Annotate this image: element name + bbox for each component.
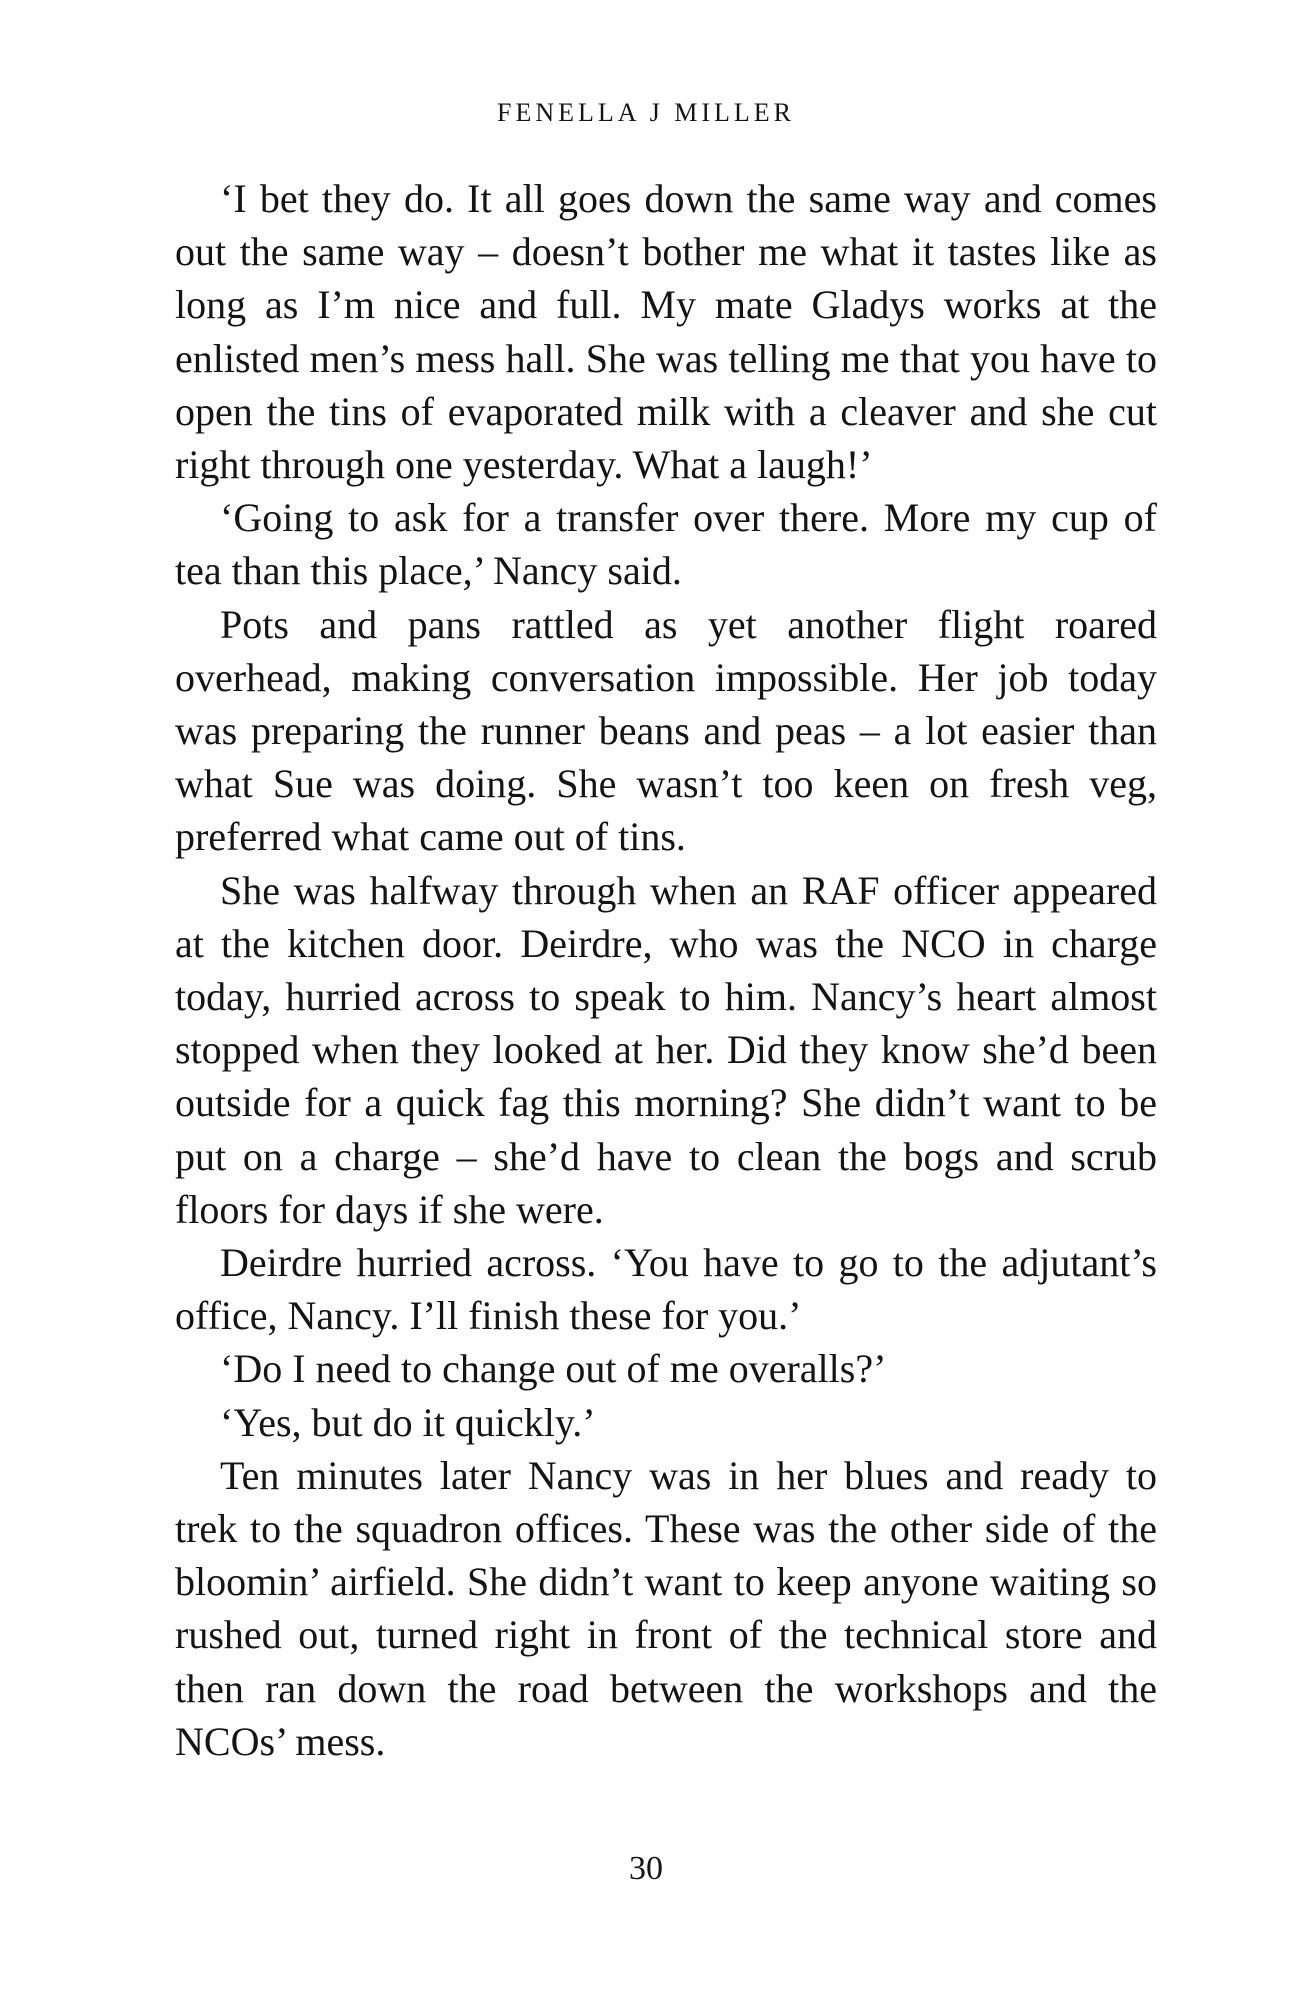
paragraph: ‘Going to ask for a transfer over there. More my cup of tea than this place,’ Nancy said. <box>175 495 1157 594</box>
page-number: 30 <box>629 1850 663 1887</box>
body-text <box>175 172 1157 1768</box>
paragraph: ‘Yes, but do it quickly.’ <box>220 1399 596 1445</box>
running-head: FENELLA J MILLER <box>497 98 795 127</box>
paragraph: ‘I bet they do. It all goes down the same way and comes out the same way – doesn’t bother me what it tastes like as long as I’m nice and full. My mate Gladys works at the enlisted men’s mess hall. She was telling me that you have to open the tins of evaporated milk with a cleaver and she cut right through one yesterday. What a laugh!’ <box>175 176 1157 488</box>
paragraph: ‘Do I need to change out of me overalls?’ <box>220 1346 887 1392</box>
paragraph: She was halfway through when an RAF officer appeared at the kitchen door. Deirdre, who was the NCO in charge today, hurried across to speak to him. Nancy’s heart almost stopped when they looked at her. Did they know she’d been outside for a quick fag this morning? She didn’t want to be put on a charge – she’d have to clean the bogs and scrub floors for days if she were. <box>175 867 1157 1232</box>
paragraph: Ten minutes later Nancy was in her blues and ready to trek to the squadron offices. These was the other side of the bloomin’ airfield. She didn’t want to keep anyone waiting so rushed out, turned right in front of the technical store and then ran down the road between the workshops and the NCOs’ mess. <box>175 1452 1157 1764</box>
paragraph: Pots and pans rattled as yet another flight roared overhead, making conversation impossible. Her job today was preparing the runner beans and peas – a lot easier than what Sue was doing. She wasn’t too keen on fresh veg, preferred what came out of tins. <box>175 601 1157 860</box>
paragraph: Deirdre hurried across. ‘You have to go to the adjutant’s office, Nancy. I’ll finish these for you.’ <box>175 1240 1157 1339</box>
